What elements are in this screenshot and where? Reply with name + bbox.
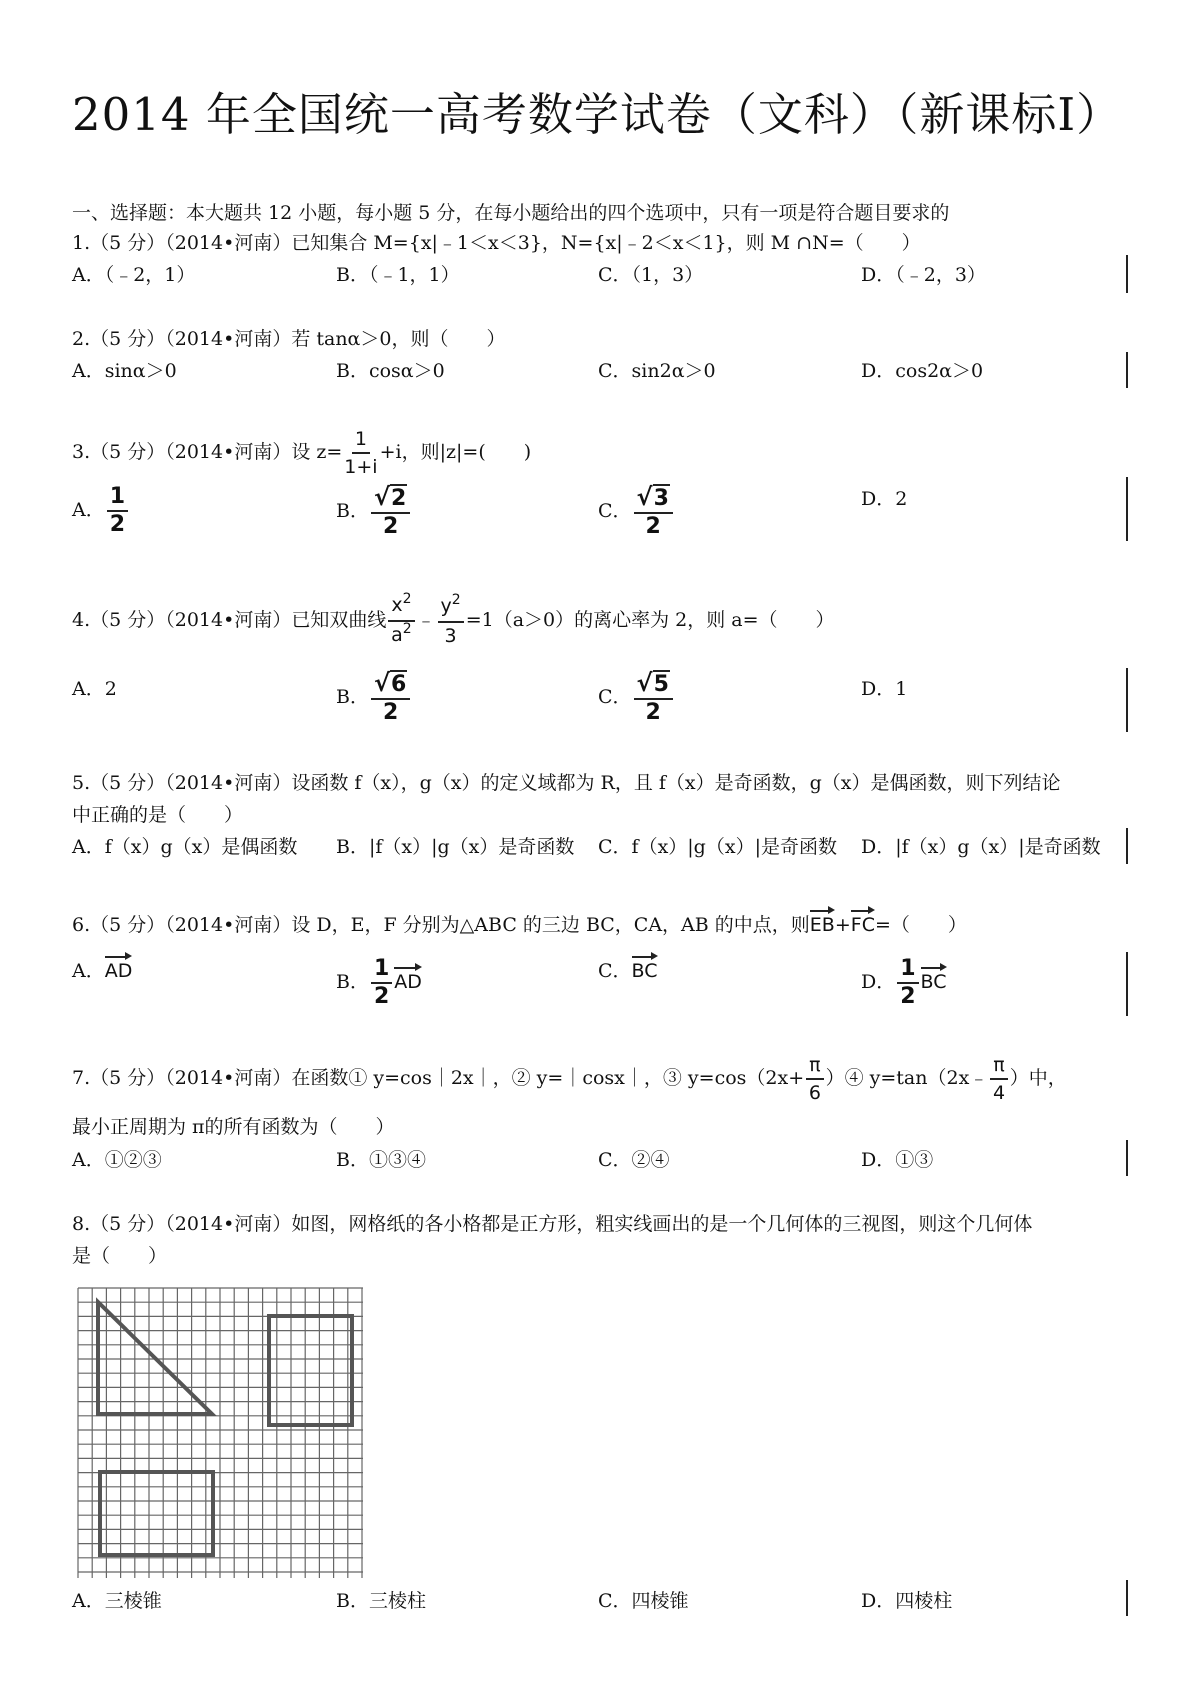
radicand: 2 — [390, 486, 407, 511]
top-view-rectangle — [100, 1472, 213, 1555]
question-8-option-d: D．四棱柱 — [861, 1590, 953, 1612]
margin-bar — [1126, 255, 1128, 293]
fraction-denominator: 2 — [382, 700, 399, 725]
fraction-numerator — [388, 591, 414, 622]
question-5-option-b: B．|f（x）|g（x）是奇函数 — [336, 836, 575, 858]
question-2-stem: 2.（5 分）（2014•河南）若 tanα＞0，则（ ） — [72, 328, 506, 350]
question-3-stem-post: +i，则|z|=( ) — [379, 441, 532, 463]
sqrt-icon: √ — [636, 669, 653, 697]
question-6-stem-pre: 6.（5 分）（2014•河南）设 D，E，F 分别为△ABC 的三边 BC，CA，AB 的中点，则 — [72, 914, 810, 936]
question-6-stem-post: =（ ） — [874, 914, 967, 936]
fraction-denominator: 4 — [992, 1082, 1006, 1104]
radicand: 3 — [653, 486, 669, 511]
question-1-option-c: C．（1，3） — [598, 264, 704, 286]
fraction-numerator: 1 — [897, 958, 918, 984]
question-7-stem-line-2: 最小正周期为 π的所有函数为（ ） — [72, 1116, 395, 1138]
fraction-numerator — [371, 483, 410, 514]
option-label: B． — [336, 686, 369, 708]
option-label: A． — [72, 960, 105, 982]
sqrt-icon: √ — [373, 483, 390, 511]
margin-bar — [1126, 352, 1128, 388]
question-2-option-c: C．sin2α＞0 — [598, 360, 716, 382]
question-4-option-b — [336, 669, 412, 725]
fraction-denominator: 2 — [645, 514, 661, 539]
question-7-option-b: B．①③④ — [336, 1149, 426, 1171]
question-1-stem: 1.（5 分）（2014•河南）已知集合 M={x|﹣1＜x＜3}，N={x|﹣2＜x＜1}，则 M ∩N=（ ） — [72, 232, 921, 254]
fraction — [388, 591, 414, 648]
option-label: A． — [72, 499, 105, 521]
question-4-option-d: D．1 — [861, 678, 908, 700]
fraction — [806, 1054, 823, 1104]
exponent: 2 — [402, 621, 412, 637]
variable: x — [391, 594, 403, 616]
figure-outlines — [98, 1302, 352, 1555]
fraction-denominator: 1+i — [344, 456, 378, 478]
margin-bar — [1126, 828, 1128, 864]
question-8-option-a: A．三棱锥 — [72, 1590, 162, 1612]
question-4-stem-pre: 4.（5 分）（2014•河南）已知双曲线 — [72, 609, 387, 631]
fraction — [344, 428, 377, 478]
question-6-option-b — [336, 958, 422, 1008]
fraction-numerator — [634, 669, 673, 700]
question-6-option-d — [861, 958, 947, 1008]
question-3-option-d: D．2 — [861, 488, 908, 510]
fraction-denominator: 6 — [808, 1082, 821, 1104]
grid-lines — [78, 1288, 363, 1578]
side-view-rectangle — [269, 1316, 352, 1425]
question-5-option-c: C．f（x）|g（x）|是奇函数 — [598, 836, 837, 858]
fraction — [897, 958, 918, 1008]
question-7-stem-line-1 — [72, 1050, 1067, 1106]
question-2-option-a: A．sinα＞0 — [72, 360, 177, 382]
question-6-stem — [72, 912, 967, 938]
question-8-option-b: B．三棱柱 — [336, 1590, 426, 1612]
question-8-stem-line-1: 8.（5 分）（2014•河南）如图，网格纸的各小格都是正方形，粗实线画出的是一个几何体的三视图，则这个几何体 — [72, 1213, 1033, 1235]
question-1-option-a: A．（﹣2，1） — [72, 264, 196, 286]
fraction — [371, 483, 410, 539]
plus-sign: + — [834, 914, 851, 936]
fraction — [107, 486, 128, 536]
question-1-option-d: D．（﹣2，3） — [861, 264, 986, 286]
question-6-option-a — [72, 958, 132, 984]
vector-label: AD — [394, 971, 422, 993]
question-7-stem-post: ）中， — [1009, 1067, 1067, 1089]
page-title: 2014 年全国统一高考数学试卷（文科）（新课标Ⅰ） — [72, 88, 1123, 141]
question-7-stem-mid: ）④ y=tan（2x﹣ — [825, 1067, 989, 1089]
question-8-stem-line-2: 是（ ） — [72, 1245, 168, 1267]
question-5-option-d: D．|f（x）g（x）|是奇函数 — [861, 836, 1101, 858]
option-label: B． — [336, 500, 369, 522]
radicand: 5 — [653, 672, 669, 697]
margin-bar — [1126, 477, 1128, 541]
vector-label: FC — [850, 914, 875, 936]
minus-sign: ﹣ — [416, 609, 436, 631]
fraction — [634, 669, 673, 725]
question-7-stem-pre: 7.（5 分）（2014•河南）在函数① y=cos｜2x｜，② y=｜cosx｜，③ y=cos（2x+ — [72, 1067, 805, 1089]
question-2-option-b: B．cosα＞0 — [336, 360, 445, 382]
fraction-numerator — [634, 483, 673, 514]
question-7-option-c: C．②④ — [598, 1149, 670, 1171]
exponent: 2 — [451, 592, 461, 608]
fraction-numerator: 1 — [107, 486, 128, 512]
variable: y — [440, 595, 452, 617]
radicand: 6 — [390, 672, 407, 697]
question-3-stem-pre: 3.（5 分）（2014•河南）设 z= — [72, 441, 343, 463]
fraction-denominator: 3 — [444, 625, 457, 647]
fraction-denominator: 2 — [373, 984, 390, 1009]
three-view-grid-figure — [72, 1284, 382, 1584]
question-4-stem — [72, 590, 835, 650]
question-1-option-b: B．（﹣1，1） — [336, 264, 460, 286]
option-label: C． — [598, 500, 632, 522]
fraction-numerator: 1 — [352, 428, 370, 454]
question-5-option-a: A．f（x）g（x）是偶函数 — [72, 836, 298, 858]
question-5-stem-line-2: 中正确的是（ ） — [72, 804, 244, 826]
question-4-option-c — [598, 669, 675, 725]
question-5-stem-line-1: 5.（5 分）（2014•河南）设函数 f（x），g（x）的定义域都为 R，且 f（x）是奇函数，g（x）是偶函数，则下列结论 — [72, 772, 1061, 794]
fraction-denominator: 2 — [109, 512, 126, 537]
option-label: C． — [598, 686, 632, 708]
fraction — [371, 669, 410, 725]
question-4-option-a: A．2 — [72, 678, 117, 700]
variable: a — [391, 624, 403, 646]
question-3-stem — [72, 425, 531, 479]
fraction-denominator: 2 — [645, 700, 661, 725]
fraction — [438, 592, 464, 647]
question-8-option-c: C．四棱锥 — [598, 1590, 689, 1612]
question-6-option-c — [598, 958, 658, 984]
fraction-denominator: 2 — [382, 514, 399, 539]
fraction-numerator: π — [990, 1054, 1007, 1080]
option-label: D． — [861, 971, 896, 993]
question-3-option-b — [336, 483, 412, 539]
fraction-numerator: 1 — [371, 958, 392, 984]
question-2-option-d: D．cos2α＞0 — [861, 360, 984, 382]
front-view-triangle — [98, 1302, 212, 1414]
vector-label: BC — [920, 971, 947, 993]
question-3-option-a — [72, 486, 130, 536]
question-7-option-d: D．①③ — [861, 1149, 934, 1171]
exponent: 2 — [402, 591, 412, 607]
option-label: B． — [336, 971, 369, 993]
option-label: C． — [598, 960, 632, 982]
fraction-numerator: π — [806, 1054, 823, 1080]
sqrt-icon: √ — [636, 483, 653, 511]
question-7-option-a: A．①②③ — [72, 1149, 162, 1171]
question-4-stem-post: =1（a＞0）的离心率为 2，则 a=（ ） — [465, 609, 835, 631]
vector-label: AD — [104, 960, 133, 982]
fraction-denominator — [391, 622, 412, 648]
sqrt-icon: √ — [373, 669, 390, 697]
margin-bar — [1126, 668, 1128, 732]
fraction — [634, 483, 673, 539]
vector-label: BC — [631, 960, 658, 982]
margin-bar — [1126, 1140, 1128, 1176]
margin-bar — [1126, 1580, 1128, 1616]
margin-bar — [1126, 952, 1128, 1016]
fraction — [990, 1054, 1007, 1104]
question-3-option-c — [598, 483, 675, 539]
fraction-denominator: 2 — [900, 984, 916, 1009]
fraction — [371, 958, 392, 1008]
fraction-numerator — [371, 669, 410, 700]
section-heading: 一、选择题：本大题共 12 小题，每小题 5 分，在每小题给出的四个选项中，只有一项是符合题目要求的 — [72, 202, 950, 224]
vector-label: EB — [809, 914, 835, 936]
fraction-numerator — [438, 592, 464, 623]
